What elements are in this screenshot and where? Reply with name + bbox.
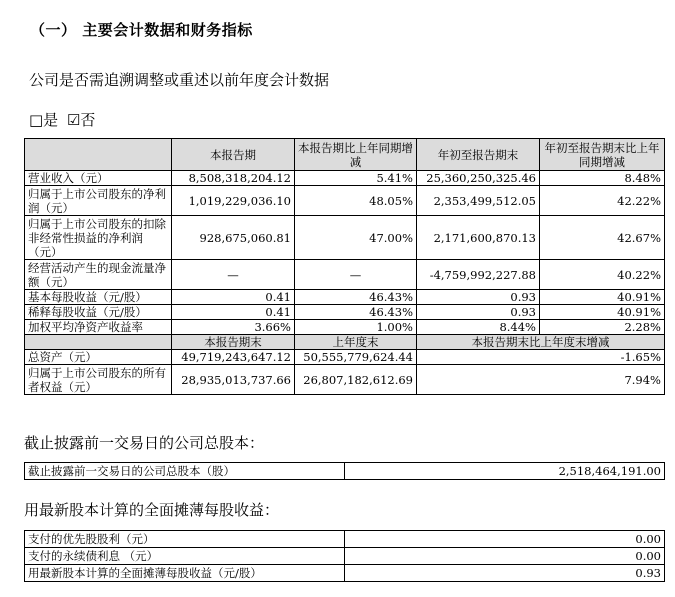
- cell: 42.22%: [540, 186, 665, 216]
- table-header-row: [25, 139, 665, 171]
- cell: 2.28%: [540, 320, 665, 335]
- cell: 42.67%: [540, 216, 665, 260]
- header-cell: 本报告期: [172, 139, 295, 171]
- cell: 8.48%: [540, 171, 665, 186]
- cell: 40.91%: [540, 305, 665, 320]
- eps-table: [24, 530, 665, 582]
- row-label: 基本每股收益（元/股）: [25, 290, 172, 305]
- table-row: [25, 320, 665, 335]
- main-financial-table: [24, 138, 665, 395]
- cell: 5.41%: [295, 171, 417, 186]
- cell: 28,935,013,737.66: [172, 365, 295, 395]
- table-row: [25, 216, 665, 260]
- cell: 40.91%: [540, 290, 665, 305]
- table-row: [25, 548, 665, 565]
- cell: 1,019,229,036.10: [172, 186, 295, 216]
- cell: 49,719,243,647.12: [172, 350, 295, 365]
- restatement-choices: [29, 109, 99, 130]
- cell: 26,807,182,612.69: [295, 365, 417, 395]
- cell: 1.00%: [295, 320, 417, 335]
- cell: 0.93: [417, 290, 540, 305]
- cell: 46.43%: [295, 290, 417, 305]
- table-subheader-row: [25, 335, 665, 350]
- share-capital-heading: 截止披露前一交易日的公司总股本：: [24, 434, 265, 452]
- table-row: [25, 260, 665, 290]
- row-label: 经营活动产生的现金流量净额（元）: [25, 260, 172, 290]
- table-row: [25, 565, 665, 582]
- cell: 47.00%: [295, 216, 417, 260]
- row-label: 归属于上市公司股东的所有者权益（元）: [25, 365, 172, 395]
- cell: 7.94%: [417, 365, 665, 395]
- header-cell: 本报告期比上年同期增减: [295, 139, 417, 171]
- choice-yes[interactable]: □是: [29, 111, 59, 129]
- cell: 0.93: [345, 565, 665, 582]
- share-capital-table: [24, 462, 665, 480]
- table-row: [25, 463, 665, 480]
- table-row: [25, 171, 665, 186]
- header-cell: [25, 139, 172, 171]
- cell: 2,518,464,191.00: [345, 463, 665, 480]
- row-label: 总资产（元）: [25, 350, 172, 365]
- table-row: [25, 365, 665, 395]
- cell: 46.43%: [295, 305, 417, 320]
- table-row: [25, 305, 665, 320]
- row-label: 加权平均净资产收益率: [25, 320, 172, 335]
- cell: -4,759,992,227.88: [417, 260, 540, 290]
- row-label: 支付的优先股股利（元）: [25, 531, 345, 548]
- table-row: [25, 350, 665, 365]
- cell: 0.41: [172, 290, 295, 305]
- cell: 25,360,250,325.46: [417, 171, 540, 186]
- cell: 0.00: [345, 531, 665, 548]
- eps-heading: 用最新股本计算的全面摊薄每股收益：: [24, 501, 280, 519]
- row-label: 归属于上市公司股东的净利润（元）: [25, 186, 172, 216]
- cell: 2,353,499,512.05: [417, 186, 540, 216]
- row-label: 支付的永续债利息 （元）: [25, 548, 345, 565]
- cell: 8.44%: [417, 320, 540, 335]
- cell: —: [172, 260, 295, 290]
- header-cell: 本报告期末: [172, 335, 295, 350]
- row-label: 用最新股本计算的全面摊薄每股收益（元/股）: [25, 565, 345, 582]
- row-label: 归属于上市公司股东的扣除非经常性损益的净利润（元）: [25, 216, 172, 260]
- cell: 3.66%: [172, 320, 295, 335]
- table-row: [25, 531, 665, 548]
- cell: -1.65%: [417, 350, 665, 365]
- cell: 48.05%: [295, 186, 417, 216]
- header-cell: [25, 335, 172, 350]
- choice-no[interactable]: ☑否: [66, 111, 96, 129]
- cell: —: [295, 260, 417, 290]
- row-label: 营业收入（元）: [25, 171, 172, 186]
- row-label: 截止披露前一交易日的公司总股本（股）: [25, 463, 345, 480]
- cell: 0.00: [345, 548, 665, 565]
- cell: 2,171,600,870.13: [417, 216, 540, 260]
- header-cell: 本报告期末比上年度末增减: [417, 335, 665, 350]
- table-row: [25, 290, 665, 305]
- cell: 50,555,779,624.44: [295, 350, 417, 365]
- row-label: 稀释每股收益（元/股）: [25, 305, 172, 320]
- restatement-question: 公司是否需追溯调整或重述以前年度会计数据: [29, 71, 330, 89]
- section-heading: （一） 主要会计数据和财务指标: [30, 21, 253, 39]
- cell: 928,675,060.81: [172, 216, 295, 260]
- header-cell: 上年度末: [295, 335, 417, 350]
- cell: 8,508,318,204.12: [172, 171, 295, 186]
- cell: 0.41: [172, 305, 295, 320]
- header-cell: 年初至报告期末比上年同期增减: [540, 139, 665, 171]
- cell: 0.93: [417, 305, 540, 320]
- cell: 40.22%: [540, 260, 665, 290]
- header-cell: 年初至报告期末: [417, 139, 540, 171]
- table-row: [25, 186, 665, 216]
